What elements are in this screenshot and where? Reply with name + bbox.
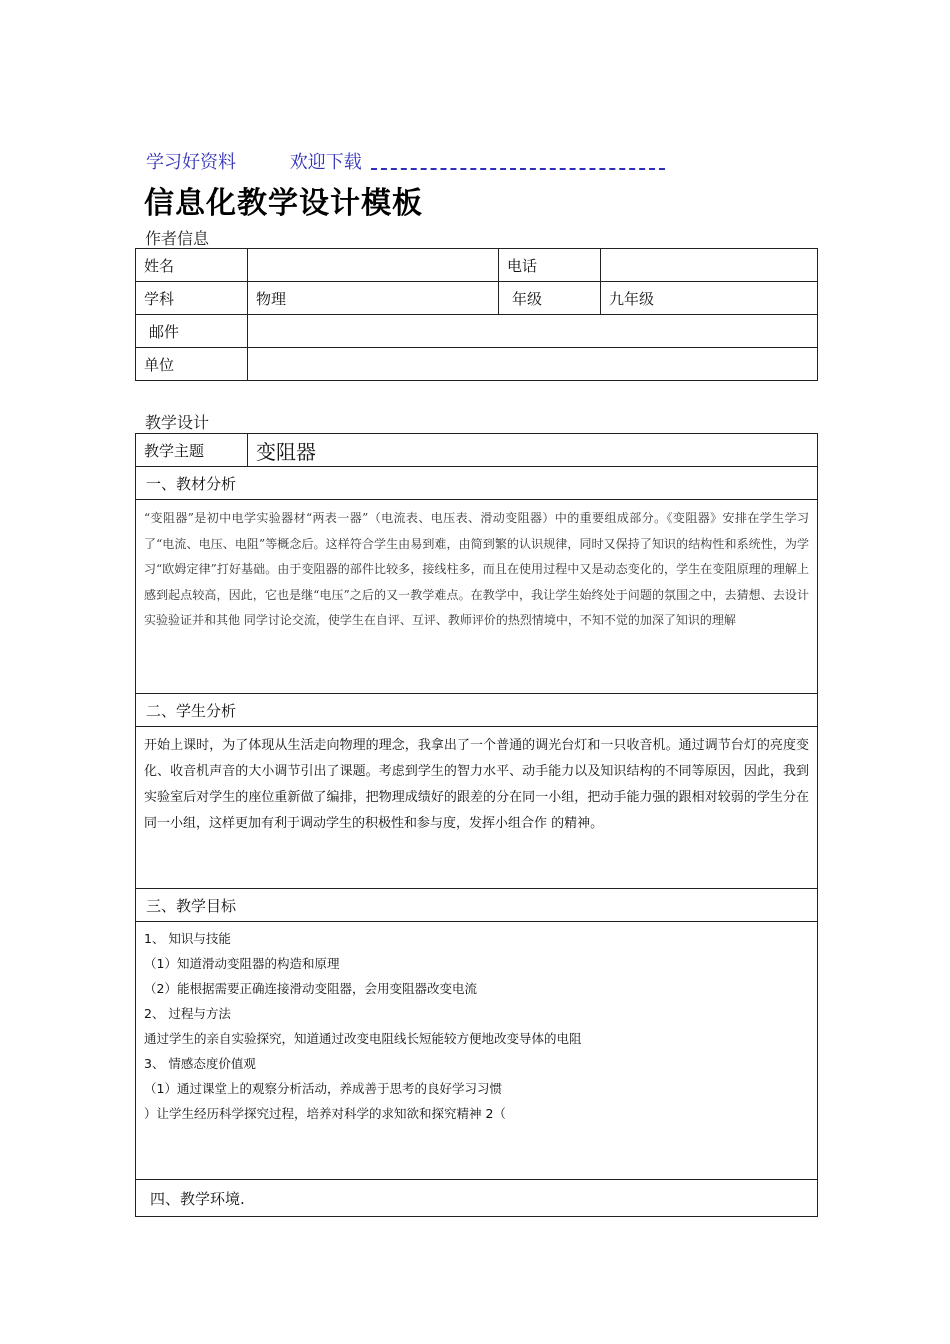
author-info-table xyxy=(135,248,818,381)
objective-line: （1）通过课堂上的观察分析活动，养成善于思考的良好学习习惯 xyxy=(144,1081,502,1096)
page-header xyxy=(146,148,665,174)
table-row xyxy=(136,282,818,315)
subject-label: 学科 xyxy=(136,282,248,315)
table-row xyxy=(136,348,818,381)
email-label: 邮件 xyxy=(136,315,248,348)
section-1-body: “变阻器”是初中电学实验器材“两表一器”（电流表、电压表、滑动变阻器）中的重要组成部分。《变阻器》安排在学生学习了“电流、电压、电阻”等概念后。这样符合学生由易到难，由简到繁的认识规律，同时又保持了知识的结构性和系统性，为学习“欧姆定律”打好基础。由于变阻器的部件比较多，接线柱多，而且在使用过程中又是动态变化的，学生在变阻原理的理解上感到起点较高，因此，它也是继“电压”之后的又一教学难点。在教学中，我让学生始终处于问题的氛围之中，去猜想、去设计实验验证并和其他 同学讨论交流，使学生在自评、互评、教师评价的热烈情境中，不知不觉的加深了知识的理解 xyxy=(136,500,818,694)
table-row xyxy=(136,922,818,1180)
section-2-title: 二、学生分析 xyxy=(136,694,818,727)
author-section-label: 作者信息 xyxy=(145,229,210,248)
section-1-title: 一、教材分析 xyxy=(136,467,818,500)
table-row xyxy=(136,434,818,467)
unit-value xyxy=(248,348,818,381)
header-right-text: 欢迎下载 xyxy=(289,152,362,173)
grade-label: 年级 xyxy=(499,282,601,315)
teaching-design-table xyxy=(135,433,818,1217)
section-3-body xyxy=(136,922,818,1180)
name-label: 姓名 xyxy=(136,249,248,282)
section-2-body: 开始上课时，为了体现从生活走向物理的理念，我拿出了一个普通的调光台灯和一只收音机。通过调节台灯的亮度变化、收音机声音的大小调节引出了课题。考虑到学生的智力水平、动手能力以及知识结构的不同等原因，因此，我到实验室后对学生的座位重新做了编排，把物理成绩好的跟差的分在同一小组，把动手能力强的跟相对较弱的学生分在同一小组，这样更加有利于调动学生的积极性和参与度，发挥小组合作 的精神。 xyxy=(136,727,818,889)
objective-line: 3、 情感态度价值观 xyxy=(144,1056,256,1071)
section-4-title: 四、教学环境. xyxy=(136,1180,818,1217)
topic-value: 变阻器 xyxy=(248,434,818,467)
topic-label: 教学主题 xyxy=(136,434,248,467)
table-row xyxy=(136,500,818,694)
unit-label: 单位 xyxy=(136,348,248,381)
table-row xyxy=(136,467,818,500)
table-row xyxy=(136,249,818,282)
objective-line: 2、 过程与方法 xyxy=(144,1006,231,1021)
design-section-label: 教学设计 xyxy=(145,413,210,432)
grade-value: 九年级 xyxy=(601,282,818,315)
name-value xyxy=(248,249,499,282)
objective-line: 1、 知识与技能 xyxy=(144,931,231,946)
objective-line: （1）知道滑动变阻器的构造和原理 xyxy=(144,956,340,971)
subject-value: 物理 xyxy=(248,282,499,315)
header-left-text: 学习好资料 xyxy=(146,152,236,173)
table-row xyxy=(136,1180,818,1217)
objective-line: 通过学生的亲自实验探究，知道通过改变电阻线长短能较方便地改变导体的电阻 xyxy=(144,1031,582,1046)
table-row xyxy=(136,889,818,922)
table-row xyxy=(136,694,818,727)
table-row xyxy=(136,727,818,889)
header-dashed-line xyxy=(371,168,665,170)
phone-value xyxy=(601,249,818,282)
page-title: 信息化教学设计模板 xyxy=(144,186,423,221)
objective-line: ）让学生经历科学探究过程，培养对科学的求知欲和探究精神 2（ xyxy=(144,1106,506,1121)
objective-line: （2）能根据需要正确连接滑动变阻器，会用变阻器改变电流 xyxy=(144,981,477,996)
section-3-title: 三、教学目标 xyxy=(136,889,818,922)
phone-label: 电话 xyxy=(499,249,601,282)
email-value xyxy=(248,315,818,348)
table-row xyxy=(136,315,818,348)
